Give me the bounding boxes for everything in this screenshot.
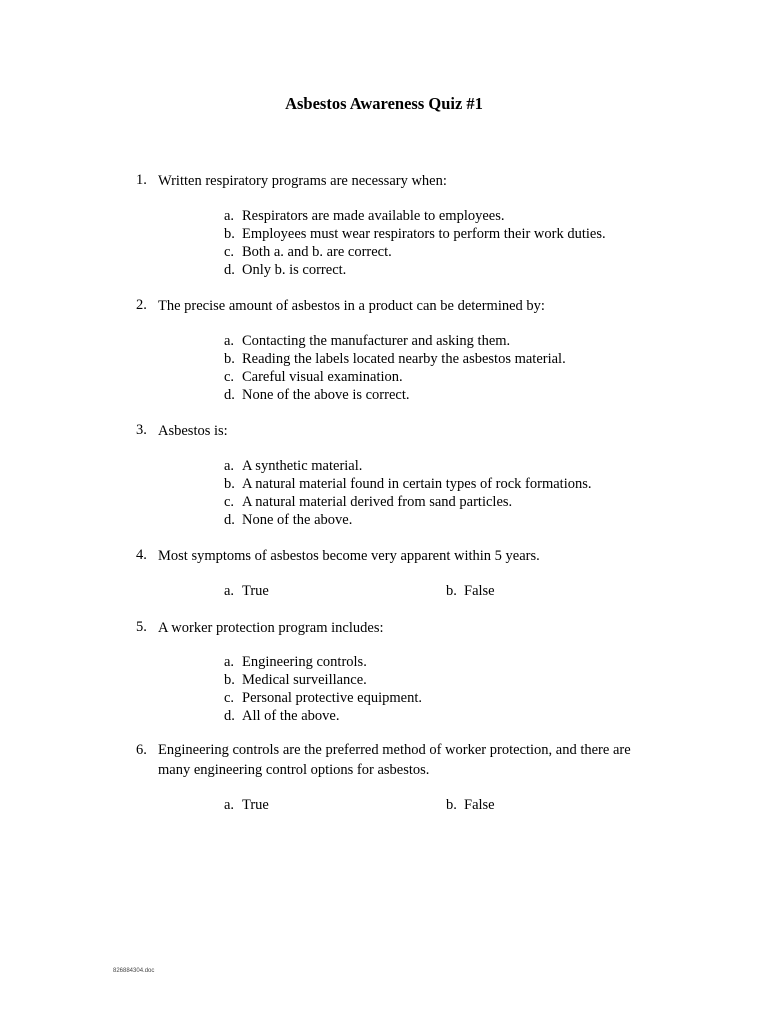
- answer-option[interactable]: [224, 689, 422, 707]
- question-number: 6.: [136, 742, 147, 758]
- option-letter: d.: [224, 512, 235, 528]
- answer-option-true[interactable]: [224, 796, 269, 814]
- answer-option[interactable]: [224, 475, 592, 493]
- option-letter: b.: [224, 672, 235, 688]
- option-text: Careful visual examination.: [242, 369, 403, 385]
- option-letter: b.: [224, 351, 235, 367]
- option-letter: b.: [224, 476, 235, 492]
- answer-option[interactable]: [224, 207, 505, 225]
- option-text: All of the above.: [242, 708, 340, 724]
- option-letter: a.: [224, 654, 235, 670]
- answer-option[interactable]: [224, 386, 410, 404]
- answer-option[interactable]: [224, 225, 606, 243]
- option-text: None of the above is correct.: [242, 387, 410, 403]
- quiz-title: Asbestos Awareness Quiz #1: [285, 94, 483, 113]
- option-letter: b.: [446, 797, 457, 813]
- answer-option[interactable]: [224, 261, 346, 279]
- option-letter: a.: [224, 458, 235, 474]
- option-text: True: [242, 583, 269, 599]
- answer-option[interactable]: [224, 350, 566, 368]
- option-letter: a.: [224, 333, 235, 349]
- answer-option[interactable]: [224, 243, 392, 261]
- option-text: Contacting the manufacturer and asking them.: [242, 333, 511, 349]
- option-text: False: [464, 797, 495, 813]
- option-letter: d.: [224, 708, 235, 724]
- answer-option[interactable]: [224, 368, 403, 386]
- answer-option[interactable]: [224, 671, 367, 689]
- option-text: A natural material found in certain types of rock formations.: [242, 476, 592, 492]
- option-letter: c.: [224, 369, 235, 385]
- option-text: Respirators are made available to employees.: [242, 208, 505, 224]
- answer-option[interactable]: [224, 653, 367, 671]
- answer-option-false[interactable]: [446, 582, 495, 600]
- option-text: Engineering controls.: [242, 654, 367, 670]
- option-letter: d.: [224, 387, 235, 403]
- question-number: 2.: [136, 297, 147, 313]
- question-number: 1.: [136, 172, 147, 188]
- option-letter: c.: [224, 494, 235, 510]
- option-letter: b.: [224, 226, 235, 242]
- question-text: The precise amount of asbestos in a product can be determined by:: [158, 298, 545, 314]
- option-text: True: [242, 797, 269, 813]
- option-letter: a.: [224, 797, 235, 813]
- answer-option[interactable]: [224, 493, 512, 511]
- option-text: Medical surveillance.: [242, 672, 367, 688]
- option-text: Reading the labels located nearby the asbestos material.: [242, 351, 566, 367]
- answer-option[interactable]: [224, 457, 362, 475]
- option-text: Only b. is correct.: [242, 262, 347, 278]
- question-text: Written respiratory programs are necessary when:: [158, 173, 447, 189]
- question-text: A worker protection program includes:: [158, 620, 384, 636]
- document-filename-footer: 826884304.doc: [113, 968, 155, 974]
- option-text: None of the above.: [242, 512, 353, 528]
- option-letter: a.: [224, 208, 235, 224]
- option-text: A synthetic material.: [242, 458, 363, 474]
- option-text: Personal protective equipment.: [242, 690, 422, 706]
- question-number: 3.: [136, 422, 147, 438]
- option-letter: b.: [446, 583, 457, 599]
- option-text: Employees must wear respirators to perform their work duties.: [242, 226, 606, 242]
- answer-option[interactable]: [224, 511, 352, 529]
- option-text: A natural material derived from sand particles.: [242, 494, 513, 510]
- option-letter: c.: [224, 244, 235, 260]
- option-letter: d.: [224, 262, 235, 278]
- answer-option[interactable]: [224, 707, 339, 725]
- question-number: 5.: [136, 619, 147, 635]
- option-text: False: [464, 583, 495, 599]
- option-letter: a.: [224, 583, 235, 599]
- answer-option-true[interactable]: [224, 582, 269, 600]
- question-text: Engineering controls are the preferred method of worker protection, and there are many engineering control options for asbestos.: [158, 742, 631, 778]
- question-number: 4.: [136, 547, 147, 563]
- question-text: Most symptoms of asbestos become very apparent within 5 years.: [158, 548, 540, 564]
- question-text: Asbestos is:: [158, 423, 228, 439]
- option-letter: c.: [224, 690, 235, 706]
- answer-option-false[interactable]: [446, 796, 495, 814]
- answer-option[interactable]: [224, 332, 510, 350]
- option-text: Both a. and b. are correct.: [242, 244, 392, 260]
